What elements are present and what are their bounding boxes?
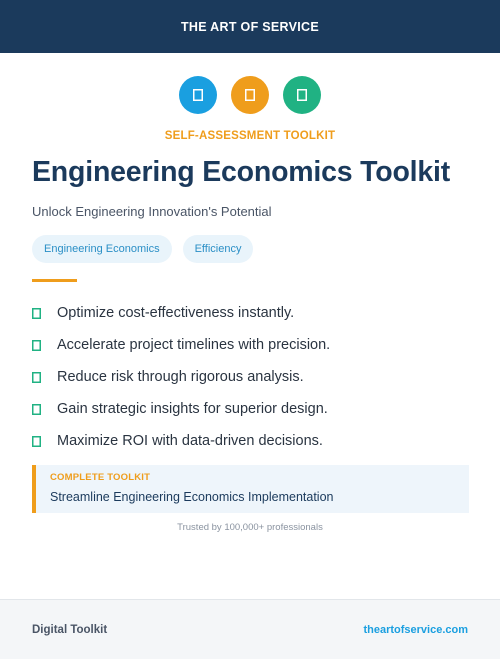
list-item	[32, 425, 472, 457]
checkbox-icon	[32, 372, 41, 383]
checkbox-icon	[32, 404, 41, 415]
list-item	[32, 297, 472, 329]
callout-text: Streamline Engineering Economics Implementation	[50, 490, 334, 504]
document-icon-green	[283, 76, 321, 114]
brand-name: THE ART OF SERVICE	[180, 19, 320, 34]
list-item	[32, 329, 472, 361]
tag-efficiency: Efficiency	[183, 235, 254, 263]
callout-label: COMPLETE TOOLKIT	[50, 472, 151, 483]
document-icon	[245, 89, 255, 101]
header-bar	[0, 0, 500, 53]
tag-engineering-economics: Engineering Economics	[32, 235, 172, 263]
footer-label: Digital Toolkit	[32, 623, 108, 636]
accent-divider	[32, 279, 77, 282]
list-item	[32, 361, 472, 393]
benefit-text: Maximize ROI with data-driven decisions.	[57, 433, 323, 449]
trust-note: Trusted by 100,000+ professionals	[177, 522, 323, 533]
document-icon-blue	[179, 76, 217, 114]
benefit-list	[32, 297, 472, 457]
checkbox-icon	[32, 340, 41, 351]
icon-row	[0, 76, 500, 114]
website-link[interactable]: theartofservice.com	[363, 623, 468, 636]
page-subtitle: Unlock Engineering Innovation's Potential	[32, 204, 272, 219]
benefit-text: Optimize cost-effectiveness instantly.	[57, 305, 295, 321]
benefit-text: Reduce risk through rigorous analysis.	[57, 369, 304, 385]
kicker-label: SELF-ASSESSMENT TOOLKIT	[164, 130, 336, 142]
tag-list	[32, 235, 253, 263]
page-title: Engineering Economics Toolkit	[32, 156, 451, 188]
document-icon	[297, 89, 307, 101]
checkbox-icon	[32, 436, 41, 447]
benefit-text: Gain strategic insights for superior design.	[57, 401, 328, 417]
document-icon-orange	[231, 76, 269, 114]
checkbox-icon	[32, 308, 41, 319]
benefit-text: Accelerate project timelines with precision.	[57, 337, 331, 353]
document-icon	[193, 89, 203, 101]
list-item	[32, 393, 472, 425]
toolkit-callout	[32, 465, 469, 513]
footer-bar	[0, 599, 500, 659]
